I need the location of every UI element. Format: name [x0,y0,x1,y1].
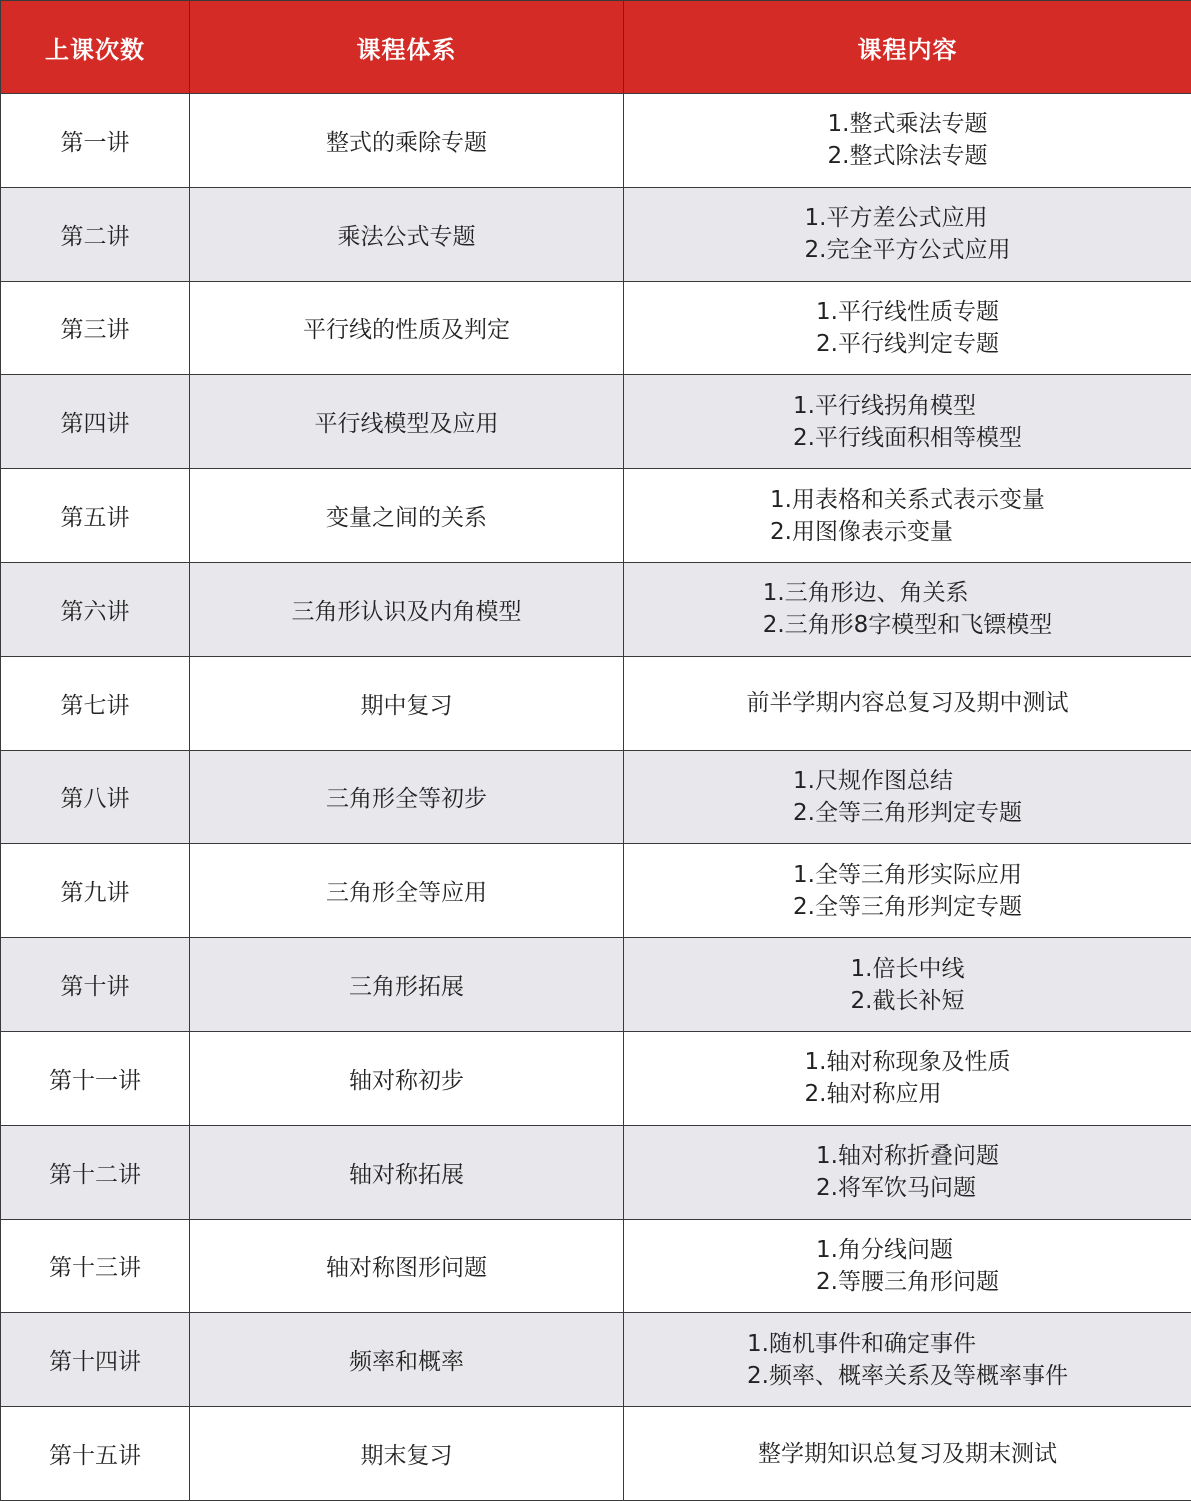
session-cell: 第三讲 [1,281,190,375]
course-content-line: 2.平行线面积相等模型 [793,422,1022,454]
session-cell: 第十五讲 [1,1407,190,1501]
course-system-cell: 期末复习 [190,1407,624,1501]
course-content-line: 1.轴对称折叠问题 [816,1140,999,1172]
session-cell: 第十二讲 [1,1125,190,1219]
course-content-line: 1.用表格和关系式表示变量 [770,484,1045,516]
course-content-cell [624,750,1191,844]
course-system-cell: 平行线模型及应用 [190,375,624,469]
header-course-content: 课程内容 [624,1,1191,94]
course-content-line: 2.等腰三角形问题 [816,1266,999,1298]
session-cell: 第七讲 [1,656,190,750]
table-row [1,844,1191,938]
course-content-cell [624,94,1191,188]
table-row [1,1125,1191,1219]
session-cell: 第四讲 [1,375,190,469]
session-cell: 第八讲 [1,750,190,844]
table-row [1,1219,1191,1313]
course-content-lines [763,577,1053,641]
course-content-line: 2.截长补短 [851,985,965,1017]
course-content-line: 2.全等三角形判定专题 [793,891,1022,923]
course-content-cell [624,469,1191,563]
course-content-line: 1.平行线性质专题 [816,296,999,328]
course-content-line: 1.轴对称现象及性质 [805,1046,1011,1078]
session-cell: 第六讲 [1,562,190,656]
course-system-cell: 三角形认识及内角模型 [190,562,624,656]
course-content-line: 2.完全平方公式应用 [805,234,1011,266]
course-system-cell: 乘法公式专题 [190,187,624,281]
table-row [1,562,1191,656]
course-content-line: 1.角分线问题 [816,1234,999,1266]
course-content-line: 2.全等三角形判定专题 [793,797,1022,829]
table-row [1,1031,1191,1125]
session-cell: 第二讲 [1,187,190,281]
course-system-cell: 变量之间的关系 [190,469,624,563]
course-content-line: 前半学期内容总复习及期中测试 [747,687,1069,719]
course-system-cell: 整式的乘除专题 [190,94,624,188]
course-content-lines [747,1328,1068,1392]
session-cell: 第一讲 [1,94,190,188]
course-content-line: 1.尺规作图总结 [793,765,1022,797]
table-row [1,750,1191,844]
course-content-lines [816,296,999,360]
course-content-line: 2.频率、概率关系及等概率事件 [747,1360,1068,1392]
course-content-line: 1.平行线拐角模型 [793,390,1022,422]
course-content-line: 1.倍长中线 [851,953,965,985]
course-content-lines [816,1140,999,1204]
course-content-cell [624,1031,1191,1125]
course-system-cell: 期中复习 [190,656,624,750]
course-content-cell [624,938,1191,1032]
course-content-cell [624,656,1191,750]
course-content-line: 2.轴对称应用 [805,1078,1011,1110]
course-system-cell: 三角形拓展 [190,938,624,1032]
table-header-row [1,1,1191,94]
course-content-lines [793,390,1022,454]
table-row [1,938,1191,1032]
course-system-cell: 轴对称拓展 [190,1125,624,1219]
course-content-line: 2.整式除法专题 [828,140,988,172]
course-content-line: 整学期知识总复习及期末测试 [758,1438,1057,1470]
course-content-line: 2.平行线判定专题 [816,328,999,360]
course-system-cell: 三角形全等初步 [190,750,624,844]
session-cell: 第十讲 [1,938,190,1032]
course-content-lines [770,484,1045,548]
course-system-cell: 平行线的性质及判定 [190,281,624,375]
course-content-lines [805,202,1011,266]
course-content-line: 2.三角形8字模型和飞镖模型 [763,609,1053,641]
session-cell: 第十四讲 [1,1313,190,1407]
course-content-line: 1.三角形边、角关系 [763,577,1053,609]
course-content-lines [793,765,1022,829]
course-content-line: 1.全等三角形实际应用 [793,859,1022,891]
table-row [1,375,1191,469]
course-content-cell [624,1219,1191,1313]
table-row [1,187,1191,281]
course-content-cell [624,1125,1191,1219]
course-content-cell [624,1407,1191,1501]
course-content-line: 1.平方差公式应用 [805,202,1011,234]
course-system-cell: 三角形全等应用 [190,844,624,938]
course-content-cell [624,375,1191,469]
course-system-cell: 轴对称初步 [190,1031,624,1125]
course-content-lines [828,108,988,172]
course-content-cell [624,562,1191,656]
course-content-cell [624,281,1191,375]
table-body [1,94,1191,1501]
session-cell: 第九讲 [1,844,190,938]
course-content-lines [758,1438,1057,1470]
header-course-system: 课程体系 [190,1,624,94]
course-content-lines [747,687,1069,719]
course-system-cell: 频率和概率 [190,1313,624,1407]
course-content-cell [624,844,1191,938]
table-row [1,469,1191,563]
session-cell: 第十三讲 [1,1219,190,1313]
course-content-line: 2.将军饮马问题 [816,1172,999,1204]
table-row [1,94,1191,188]
session-cell: 第五讲 [1,469,190,563]
course-content-line: 1.随机事件和确定事件 [747,1328,1068,1360]
table-row [1,1407,1191,1501]
table-row [1,281,1191,375]
course-content-lines [816,1234,999,1298]
course-system-cell: 轴对称图形问题 [190,1219,624,1313]
header-session: 上课次数 [1,1,190,94]
course-content-lines [805,1046,1011,1110]
session-cell: 第十一讲 [1,1031,190,1125]
course-content-cell [624,1313,1191,1407]
course-content-lines [851,953,965,1017]
course-content-cell [624,187,1191,281]
course-content-lines [793,859,1022,923]
table-row [1,1313,1191,1407]
course-content-line: 2.用图像表示变量 [770,516,1045,548]
table-row [1,656,1191,750]
course-content-line: 1.整式乘法专题 [828,108,988,140]
